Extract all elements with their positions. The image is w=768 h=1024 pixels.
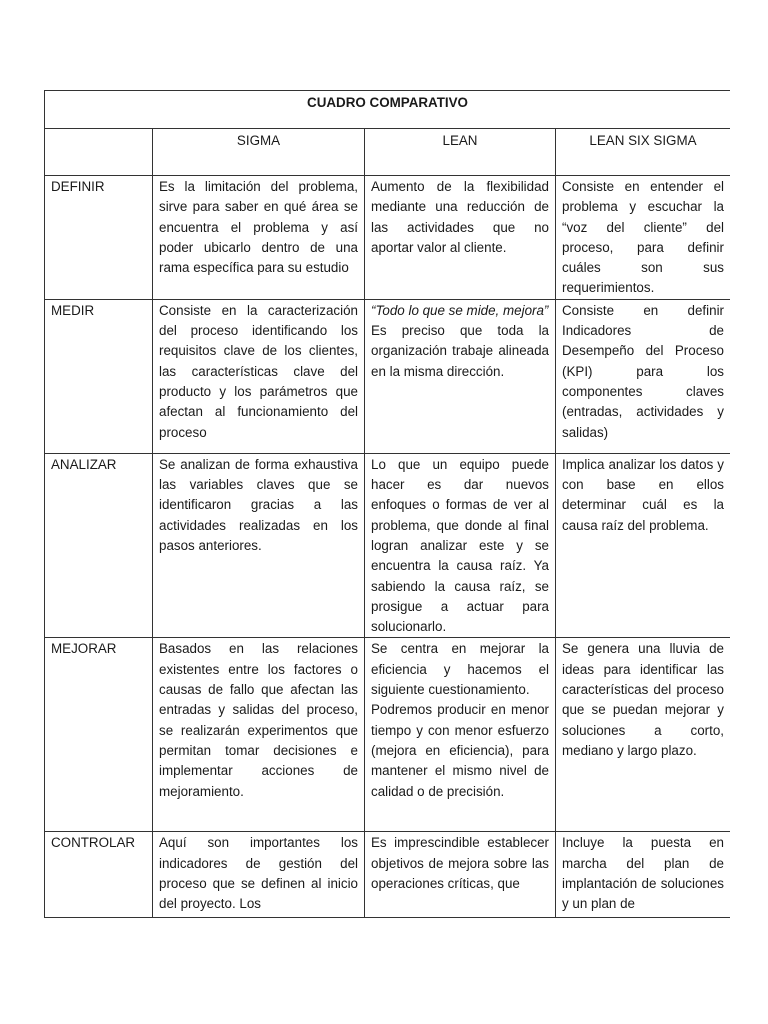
table-row [45,176,731,300]
header-lean-six-sigma: LEAN SIX SIGMA [556,129,731,176]
cell-content [371,301,549,382]
cell-sigma [153,453,365,638]
table-title: CUADRO COMPARATIVO [45,91,731,129]
header-empty-cell [45,129,153,176]
cell-lean-six-sigma [556,832,731,918]
cell-text: Es la limitación del problema, sirve para saber en qué área se encuentra el problema y así poder ubicarlo dentro de una rama específica para su estudio [159,179,358,276]
table-title-row [45,91,731,129]
cell-text: Consiste en entender el problema y escuchar la “voz del cliente” del proceso, para definir cuáles son sus requerimientos. [562,179,724,296]
cell-text: Basados en las relaciones existentes entre los factores o causas de fallo que afectan las entradas y salidas del proceso, se realizarán experimentos que permitan tomar decisiones e implementar acciones de mejoramiento. [159,641,358,799]
cell-text: Se analizan de forma exhaustiva las variables claves que se identificaron gracias a las actividades realizadas en los pasos anteriores. [159,456,358,553]
comparison-table [44,90,730,918]
phase-analizar: ANALIZAR [45,453,153,638]
cell-text: Consiste en la caracterización del proceso identificando los requisitos clave de los clientes, las características clave del producto y los parámetros que afectan al funcionamiento del proceso [159,302,358,440]
cell-lean-six-sigma [556,453,731,638]
cell-text: Es preciso que toda la organización trabaje alineada en la misma dirección. [371,323,549,379]
cell-lean [365,176,556,300]
cell-text: Aumento de la flexibilidad mediante una reducción de las actividades que no aportar valor al cliente. [371,179,549,255]
cell-lean [365,832,556,918]
table-row [45,638,731,832]
cell-lean-six-sigma [556,299,731,453]
header-sigma: SIGMA [153,129,365,176]
cell-text-extra: Podremos producir en menor tiempo y con menor esfuerzo (mejora en eficiencia), para mantener el mismo nivel de calidad o de precisión. [371,702,549,799]
cell-text: Incluye la puesta en marcha del plan de implantación de soluciones y un plan de [562,835,724,912]
cell-sigma [153,299,365,453]
phase-mejorar: MEJORAR [45,638,153,832]
cell-text: Aquí son importantes los indicadores de gestión del proceso que se definen al inicio del proyecto. Los [159,835,358,912]
phase-controlar: CONTROLAR [45,832,153,918]
cell-text: Implica analizar los datos y con base en ellos determinar cuál es la causa raíz del problema. [562,456,724,533]
cell-content [371,639,549,801]
phase-definir: DEFINIR [45,176,153,300]
phase-medir: MEDIR [45,299,153,453]
cell-lean [365,299,556,453]
cell-text: Se genera una lluvia de ideas para identificar las características del proceso que se puedan mejorar y soluciones a corto, mediano y largo plazo. [562,641,724,758]
table-row [45,453,731,638]
cell-sigma [153,176,365,300]
cell-lean [365,638,556,832]
cell-lean [365,453,556,638]
document-page [44,90,730,929]
cell-text: Consiste en definir Indicadores de Desempeño del Proceso (KPI) para los componentes claves (entradas, actividades y salidas) [562,302,724,440]
cell-text: Lo que un equipo puede hacer es dar nuevos enfoques o formas de ver al problema, que donde al final logran analizar este y se encuentra la causa raíz. Ya sabiendo la causa raíz, se prosigue a actuar para solucionarlo. [371,456,549,635]
cell-lean-six-sigma [556,176,731,300]
cell-sigma [153,832,365,918]
cell-lean-six-sigma [556,638,731,832]
table-row [45,299,731,453]
table-header-row [45,129,731,176]
cell-text: Es imprescindible establecer objetivos de mejora sobre las operaciones críticas, que [371,835,549,892]
cell-text: Se centra en mejorar la eficiencia y hacemos el siguiente cuestionamiento. [371,641,549,698]
cell-sigma [153,638,365,832]
header-lean: LEAN [365,129,556,176]
lean-quote: “Todo lo que se mide, mejora” [371,302,549,318]
table-row [45,832,731,918]
